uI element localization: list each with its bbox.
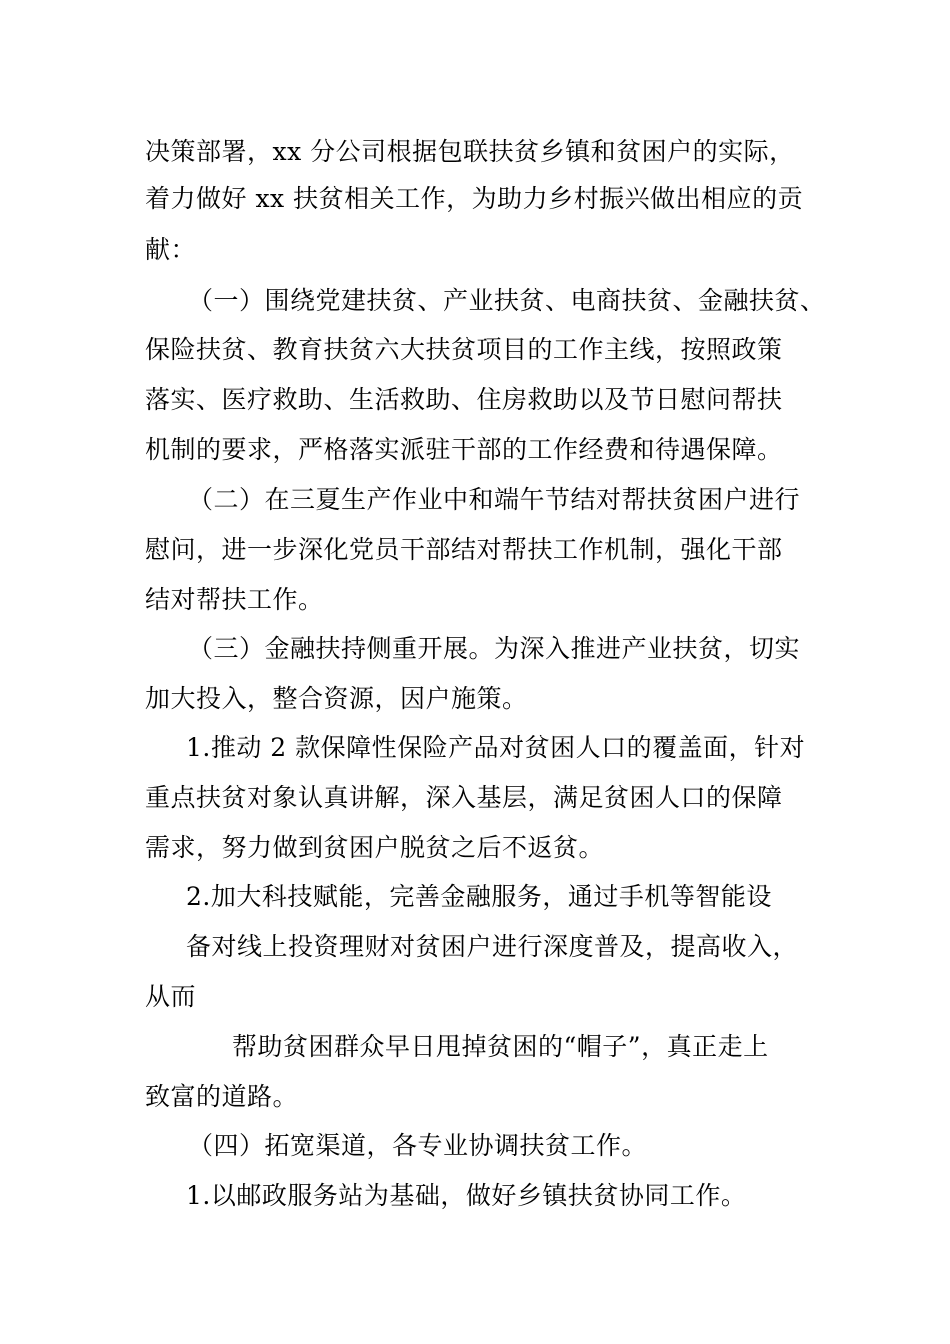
paragraph-line: 从而 bbox=[145, 982, 197, 1011]
list-item-2: 2.加大科技赋能，完善金融服务，通过手机等智能设 bbox=[186, 882, 772, 911]
list-item-1: 1.推动 2 款保障性保险产品对贫困人口的覆盖面，针对 bbox=[186, 733, 806, 762]
paragraph-line: 保险扶贫、教育扶贫六大扶贫项目的工作主线，按照政策 bbox=[145, 335, 783, 364]
paragraph-line: 加大投入，整合资源，因户施策。 bbox=[145, 684, 528, 713]
paragraph-line: 备对线上投资理财对贫困户进行深度普及，提高收入， bbox=[186, 932, 799, 961]
paragraph-line: 需求，努力做到贫困户脱贫之后不返贫。 bbox=[145, 833, 605, 862]
list-item-3: 1.以邮政服务站为基础，做好乡镇扶贫协同工作。 bbox=[186, 1181, 747, 1210]
paragraph-line: 机制的要求，严格落实派驻干部的工作经费和待遇保障。 bbox=[145, 435, 783, 464]
paragraph-line: 帮助贫困群众早日甩掉贫困的“帽子”，真正走上 bbox=[232, 1032, 769, 1061]
paragraph-line: 献： bbox=[145, 235, 197, 264]
paragraph-line: 重点扶贫对象认真讲解，深入基层，满足贫困人口的保障 bbox=[145, 783, 783, 812]
paragraph-line: 慰问，进一步深化党员干部结对帮扶工作机制，强化干部 bbox=[145, 535, 783, 564]
paragraph-line: 着力做好 xx 扶贫相关工作，为助力乡村振兴做出相应的贡 bbox=[145, 184, 804, 213]
section-heading-2: （二）在三夏生产作业中和端午节结对帮扶贫困户进行 bbox=[188, 485, 801, 514]
paragraph-line: 结对帮扶工作。 bbox=[145, 585, 324, 614]
section-heading-3: （三）金融扶持侧重开展。为深入推进产业扶贫，切实 bbox=[188, 634, 801, 663]
section-heading-1: （一）围绕党建扶贫、产业扶贫、电商扶贫、金融扶贫、 bbox=[188, 286, 826, 315]
paragraph-line: 落实、医疗救助、生活救助、住房救助以及节日慰问帮扶 bbox=[145, 385, 783, 414]
paragraph-line: 致富的道路。 bbox=[145, 1082, 299, 1111]
paragraph-line: 决策部署，xx 分公司根据包联扶贫乡镇和贫困户的实际， bbox=[145, 137, 795, 166]
section-heading-4: （四）拓宽渠道，各专业协调扶贫工作。 bbox=[188, 1131, 648, 1160]
